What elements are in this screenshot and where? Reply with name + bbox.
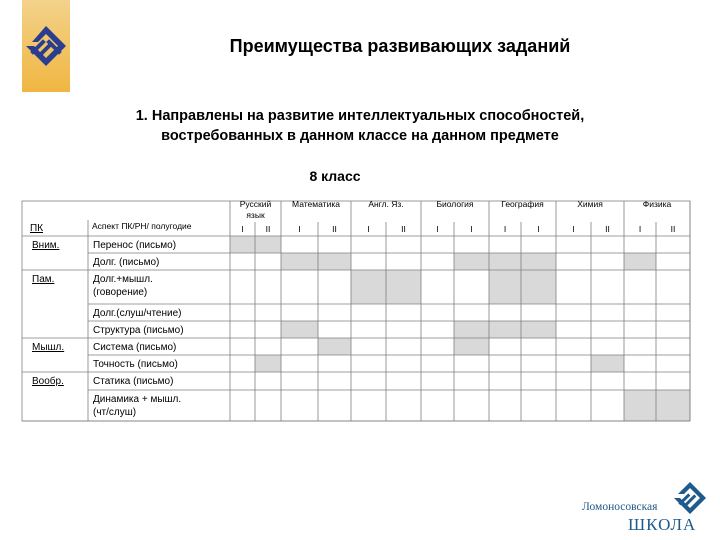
aspect-label: Структура (письмо) [93,325,184,336]
shaded-cell [255,355,281,372]
shaded-cell [351,270,386,304]
half-label: I [638,224,642,234]
grade-label: 8 класс [309,168,361,184]
group-label: Вообр. [32,376,64,387]
subject-name: Химия [577,199,603,209]
half-label: I [298,224,301,234]
subject-name: Англ. Яз. [368,199,404,209]
half-label: II [265,224,271,234]
shaded-cell [624,390,656,421]
slide-title: Преимущества развивающих заданий [229,36,571,56]
shaded-cell [489,253,521,270]
aspect-label: Долг. (письмо) [93,257,160,268]
half-label: II [605,224,610,234]
logo-top-text: Ломоносовская [582,501,658,513]
corner-label: ПК [30,223,44,234]
shaded-cell [386,270,421,304]
aspect-label: Система (письмо) [93,342,177,353]
shaded-cell [656,390,690,421]
aspect-label-line2: (говорение) [93,287,148,298]
shaded-cell [454,338,489,355]
shaded-cell [454,253,489,270]
subject-name-line2: язык [246,210,265,220]
aspect-label: Долг.+мышл. [93,274,153,285]
shaded-cell [521,321,556,338]
half-label: II [401,224,406,234]
half-label: I [241,224,244,234]
half-label: II [332,224,337,234]
half-label: II [670,224,676,234]
group-label: Вним. [32,240,60,251]
aspect-label: Долг.(слуш/чтение) [93,308,182,319]
logo-bottom-text: ШКОЛА [628,515,697,534]
aspect-label: Динамика + мышл. [93,394,182,405]
logo-mark-icon [674,482,706,514]
subject-name: Русский [239,199,272,209]
shaded-cell [591,355,624,372]
subject-name: Физика [642,199,672,209]
lomonosov-school-logo [580,480,710,536]
half-label: I [572,224,575,234]
half-label: I [503,224,507,234]
half-label: I [470,224,473,234]
aspect-label: Точность (письмо) [93,359,178,370]
shaded-cell [489,321,521,338]
shaded-cell [281,253,318,270]
group-label: Мышл. [32,342,65,353]
aspect-label: Перенос (письмо) [93,240,177,251]
shaded-cell [318,253,351,270]
subject-name: Биология [436,199,474,209]
shaded-cell [255,236,281,253]
half-label: I [537,224,540,234]
group-label: Пам. [32,274,55,285]
shaded-cell [230,236,255,253]
shaded-cell [318,338,351,355]
subtitle-line-2: востребованных в данном классе на данном предмете [161,128,559,144]
shaded-cell [281,321,318,338]
shaded-cell [521,253,556,270]
aspect-label-line2: (чт/слуш) [93,407,137,418]
shaded-cell [624,253,656,270]
half-label: I [436,224,439,234]
shaded-cell [454,321,489,338]
shaded-cell [489,270,521,304]
aspect-label: Статика (письмо) [93,376,174,387]
subject-name: География [501,199,544,209]
shaded-cell [521,270,556,304]
subject-name: Математика [292,199,340,209]
subtitle-line-1: 1. Направлены на развитие интеллектуальных способностей, [135,108,585,124]
aspect-header: Аспект ПК/РН/ полугодие [92,221,192,231]
half-label: I [367,224,370,234]
